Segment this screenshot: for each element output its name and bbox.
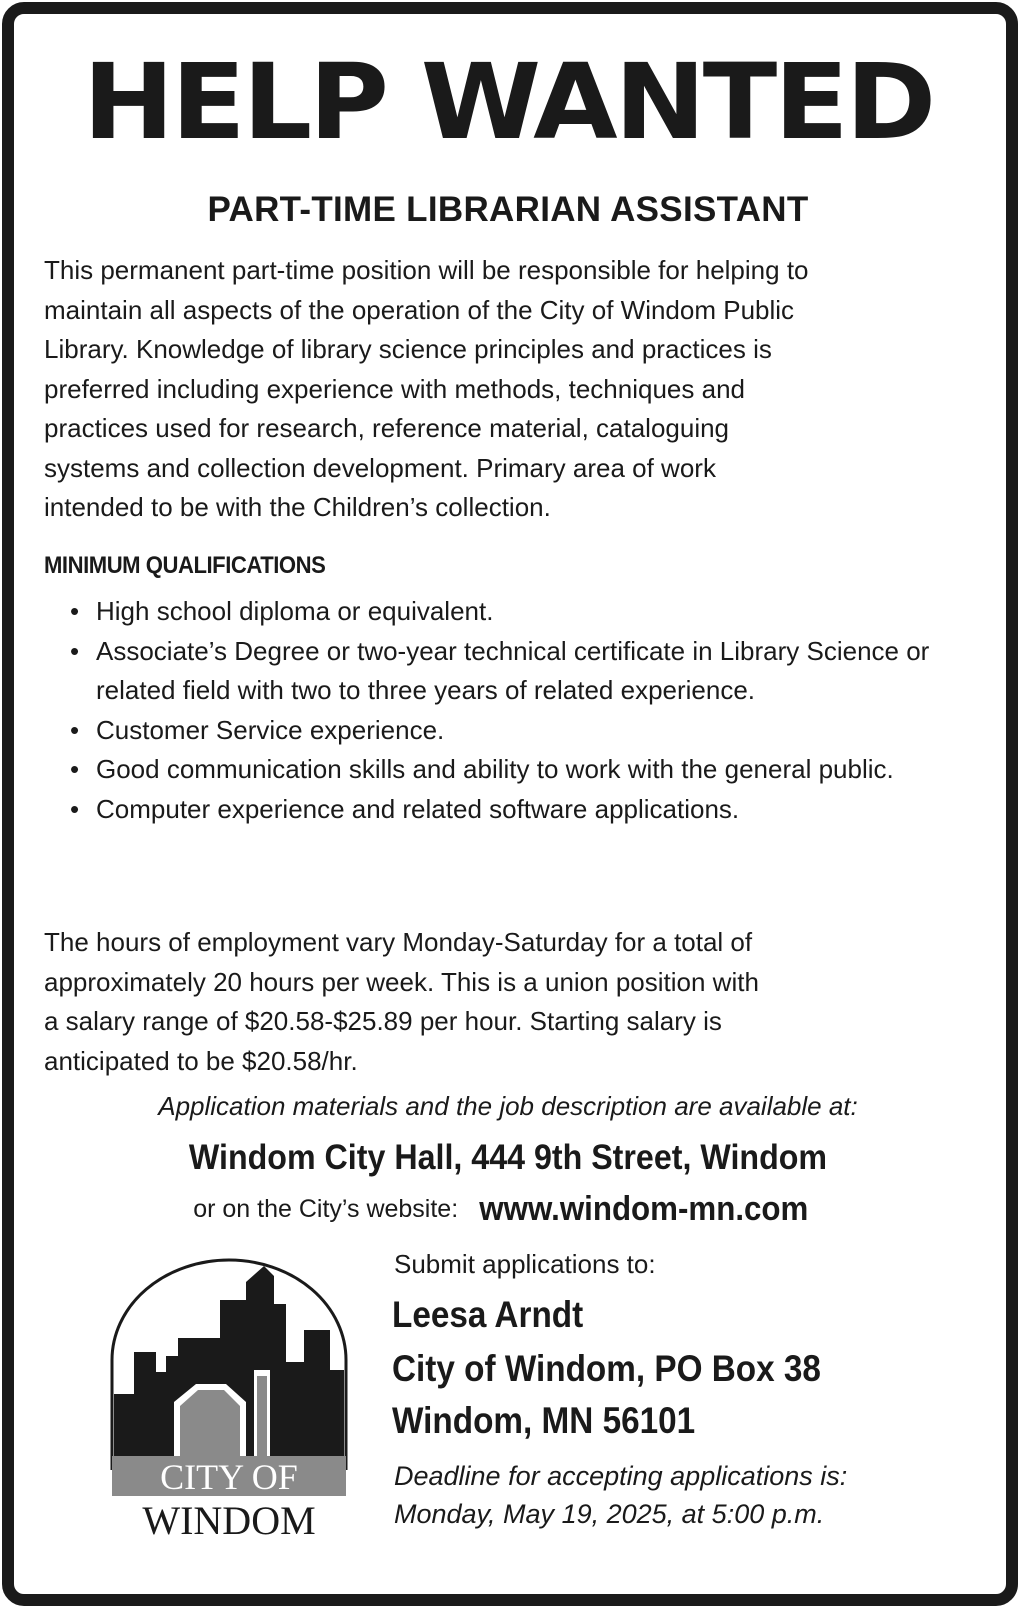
deadline-date: Monday, May 19, 2025, at 5:00 p.m. <box>394 1499 825 1529</box>
deadline-label: Deadline for accepting applications is: <box>394 1461 848 1491</box>
intro-line: This permanent part-time position will be responsible for helping to <box>44 255 809 285</box>
intro-line: Library. Knowledge of library science principles and practices is <box>44 334 772 364</box>
hours-line: a salary range of $20.58-$25.89 per hour. Starting salary is <box>44 1006 722 1036</box>
qualification-item: • Customer Service experience. <box>70 711 970 751</box>
logo-text-line2: WINDOM <box>142 1498 316 1542</box>
hours-line: anticipated to be $20.58/hr. <box>44 1045 358 1076</box>
intro-paragraph <box>44 251 974 528</box>
submit-label: Submit applications to: <box>394 1249 656 1279</box>
website-prefix: or on the City’s website: <box>193 1195 459 1223</box>
intro-line: preferred including experience with methods, techniques and <box>44 373 745 404</box>
qualification-item: • Good communication skills and ability to work with the general public. <box>70 750 970 790</box>
logo-text-line1: CITY OF <box>160 1457 298 1497</box>
hours-line: approximately 20 hours per week. This is a union position with <box>44 966 759 997</box>
city-of-windom-logo <box>106 1252 352 1542</box>
contact-org: City of Windom, PO Box 38 <box>392 1348 821 1389</box>
website-link[interactable]: www.windom-mn.com <box>479 1190 809 1228</box>
logo-skyline-icon <box>114 1266 344 1456</box>
qualifications-heading: MINIMUM QUALIFICATIONS <box>44 552 326 579</box>
deadline <box>394 1457 847 1533</box>
qualifications-list <box>70 592 970 829</box>
qualification-item: • Computer experience and related software applications. <box>70 790 970 830</box>
qualification-item: • High school diploma or equivalent. <box>70 592 970 632</box>
headline: HELP WANTED <box>82 41 934 163</box>
availability-note: Application materials and the job description are available at: <box>158 1091 858 1121</box>
city-hall-address: Windom City Hall, 444 9th Street, Windom <box>188 1138 828 1177</box>
intro-line: systems and collection development. Primary area of work <box>44 452 716 483</box>
qualification-item: • Associate’s Degree or two-year technical certificate in Library Science or related field with two to three years of related experience. <box>70 632 970 711</box>
intro-line: practices used for research, reference material, cataloguing <box>44 413 730 443</box>
job-title: PART-TIME LIBRARIAN ASSISTANT <box>207 190 809 229</box>
intro-line: intended to be with the Children’s collection. <box>44 492 551 522</box>
contact-name: Leesa Arndt <box>392 1294 584 1335</box>
hours-line: The hours of employment vary Monday-Saturday for a total of <box>44 927 753 957</box>
intro-line: maintain all aspects of the operation of the City of Windom Public <box>44 294 795 325</box>
website-line <box>12 1190 1004 1229</box>
ad-content <box>12 12 1004 1592</box>
hours-paragraph <box>44 923 974 1081</box>
contact-city: Windom, MN 56101 <box>392 1400 696 1441</box>
